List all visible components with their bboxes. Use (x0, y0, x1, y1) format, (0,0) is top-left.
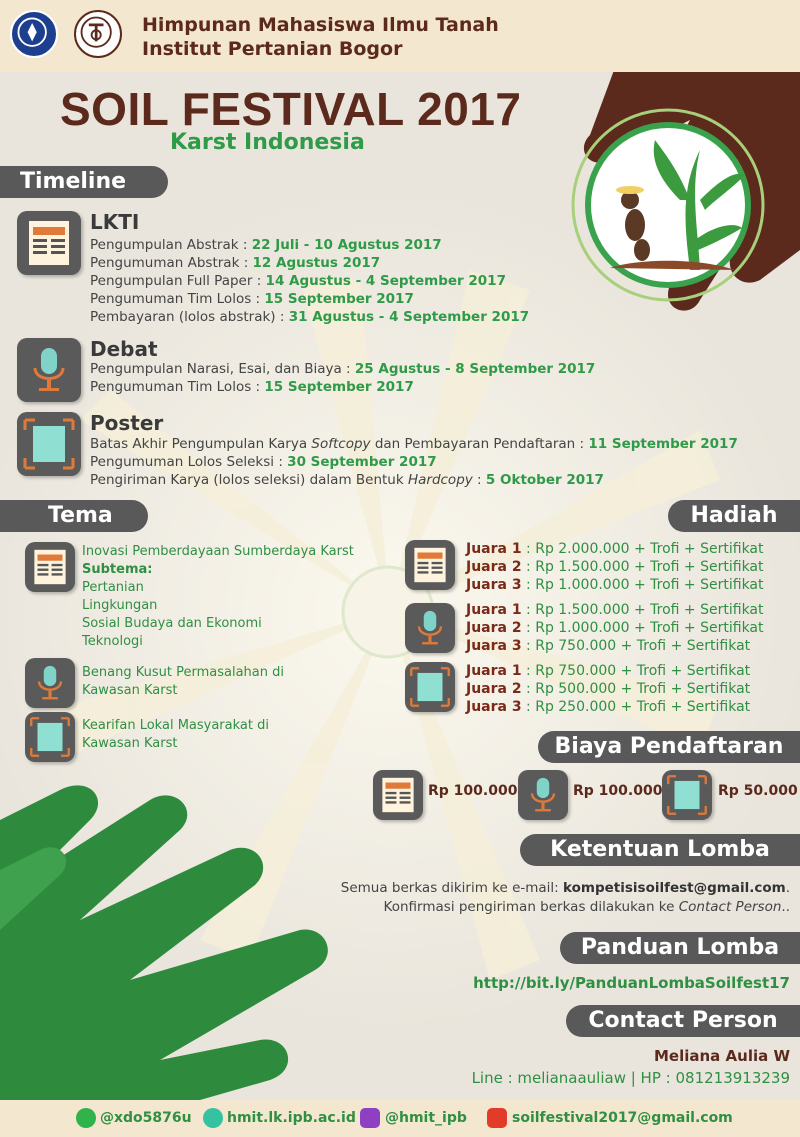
prize-row: Juara 1 : Rp 1.500.000 + Trofi + Sertifikat (466, 602, 764, 618)
debat-row: Pengumuman Tim Lolos : 15 September 2017 (90, 379, 414, 395)
tab-ketentuan-lomba: Ketentuan Lomba (520, 834, 800, 866)
fee-poster: Rp 50.000 (718, 783, 798, 799)
footer-line-id[interactable]: @xdo5876u (100, 1110, 192, 1126)
poster-title: Poster (90, 411, 164, 435)
panduan-link[interactable]: http://bit.ly/PanduanLombaSoilfest17 (473, 974, 790, 992)
prize-row: Juara 2 : Rp 500.000 + Trofi + Sertifikat (466, 681, 751, 697)
tema-poster-line: Kawasan Karst (82, 736, 178, 751)
lkti-row: Pengumpulan Abstrak : 22 Juli - 10 Agustus 2017 (90, 237, 442, 253)
prize-row: Juara 2 : Rp 1.500.000 + Trofi + Sertifikat (466, 559, 764, 575)
subtema-item: Lingkungan (82, 598, 158, 613)
tab-contact-person: Contact Person (566, 1005, 800, 1037)
contact-details: Line : melianaauliaw | HP : 081213913239 (471, 1069, 790, 1087)
prize-row: Juara 1 : Rp 750.000 + Trofi + Sertifikat (466, 663, 751, 679)
subtema-item: Sosial Budaya dan Ekonomi (82, 616, 262, 631)
lkti-row: Pengumuman Tim Lolos : 15 September 2017 (90, 291, 414, 307)
page-title: SOIL FESTIVAL 2017 (60, 83, 522, 135)
tema-debat-line: Benang Kusut Permasalahan di (82, 665, 284, 680)
lkti-document-icon (17, 211, 81, 275)
fee-lkti: Rp 100.000 (428, 783, 518, 799)
tema-debat (82, 664, 284, 700)
page-subtitle: Karst Indonesia (170, 130, 365, 155)
tema-debat-line: Kawasan Karst (82, 683, 178, 698)
poster-row: Pengumuman Lolos Seleksi : 30 September 2017 (90, 454, 437, 470)
tema-lkti (82, 543, 354, 651)
lkti-row: Pengumuman Abstrak : 12 Agustus 2017 (90, 255, 381, 271)
tab-biaya-pendaftaran: Biaya Pendaftaran (538, 731, 800, 763)
website-icon (203, 1108, 223, 1128)
tab-hadiah: Hadiah (668, 500, 800, 532)
subtema-item: Pertanian (82, 580, 144, 595)
prize-row: Juara 2 : Rp 1.000.000 + Trofi + Sertifikat (466, 620, 764, 636)
email-icon (487, 1108, 507, 1128)
debat-row: Pengumpulan Narasi, Esai, dan Biaya : 25 Agustus - 8 September 2017 (90, 361, 596, 377)
ipb-logo (10, 10, 58, 58)
tab-tema: Tema (0, 500, 148, 532)
tema-lkti-theme: Inovasi Pemberdayaan Sumberdaya Karst (82, 544, 354, 559)
tema-poster-line: Kearifan Lokal Masyarakat di (82, 718, 269, 733)
footer-website[interactable]: hmit.lk.ipb.ac.id (227, 1110, 356, 1126)
ketentuan-email-link[interactable]: kompetisisoilfest@gmail.com (563, 880, 786, 896)
lkti-row: Pembayaran (lolos abstrak) : 31 Agustus - 4 September 2017 (90, 309, 530, 325)
ketentuan-line2: Konfirmasi pengiriman berkas dilakukan ke Contact Person.. (383, 899, 790, 915)
fee-debat: Rp 100.000 (573, 783, 663, 799)
tab-panduan-lomba: Panduan Lomba (560, 932, 800, 964)
debat-title: Debat (90, 337, 158, 361)
subtema-label: Subtema: (82, 562, 153, 577)
tema-lkti-icon (25, 542, 75, 592)
prize-row: Juara 3 : Rp 250.000 + Trofi + Sertifikat (466, 699, 751, 715)
hadiah-debat-icon (405, 603, 455, 653)
subtema-item: Teknologi (82, 634, 143, 649)
footer-email[interactable]: soilfestival2017@gmail.com (512, 1110, 733, 1126)
ketentuan-line1: Semua berkas dikirim ke e-mail: kompetisisoilfest@gmail.com. (340, 880, 790, 896)
prize-row: Juara 1 : Rp 2.000.000 + Trofi + Sertifikat (466, 541, 764, 557)
lkti-title: LKTI (90, 210, 140, 234)
footer-instagram[interactable]: @hmit_ipb (385, 1110, 467, 1126)
lkti-row: Pengumpulan Full Paper : 14 Agustus - 4 September 2017 (90, 273, 506, 289)
biaya-poster-icon (662, 770, 712, 820)
hadiah-poster-icon (405, 662, 455, 712)
contact-name: Meliana Aulia W (654, 1047, 790, 1065)
tema-debat-icon (25, 658, 75, 708)
poster-row: Batas Akhir Pengumpulan Karya Softcopy dan Pembayaran Pendaftaran : 11 September 2017 (90, 436, 738, 452)
line-app-icon (76, 1108, 96, 1128)
biaya-debat-icon (518, 770, 568, 820)
hadiah-lkti-icon (405, 540, 455, 590)
prize-row: Juara 3 : Rp 1.000.000 + Trofi + Sertifikat (466, 577, 764, 593)
org-name-line1: Himpunan Mahasiswa Ilmu Tanah (142, 14, 499, 36)
prize-row: Juara 3 : Rp 750.000 + Trofi + Sertifikat (466, 638, 751, 654)
tema-poster (82, 717, 269, 753)
poster-row: Pengiriman Karya (lolos seleksi) dalam Bentuk Hardcopy : 5 Oktober 2017 (90, 472, 604, 488)
instagram-icon (360, 1108, 380, 1128)
biaya-lkti-icon (373, 770, 423, 820)
tab-timeline: Timeline (0, 166, 168, 198)
poster-frame-icon (17, 412, 81, 476)
debat-microphone-icon (17, 338, 81, 402)
tema-poster-icon (25, 712, 75, 762)
himit-logo (74, 10, 122, 58)
org-name-line2: Institut Pertanian Bogor (142, 38, 403, 60)
